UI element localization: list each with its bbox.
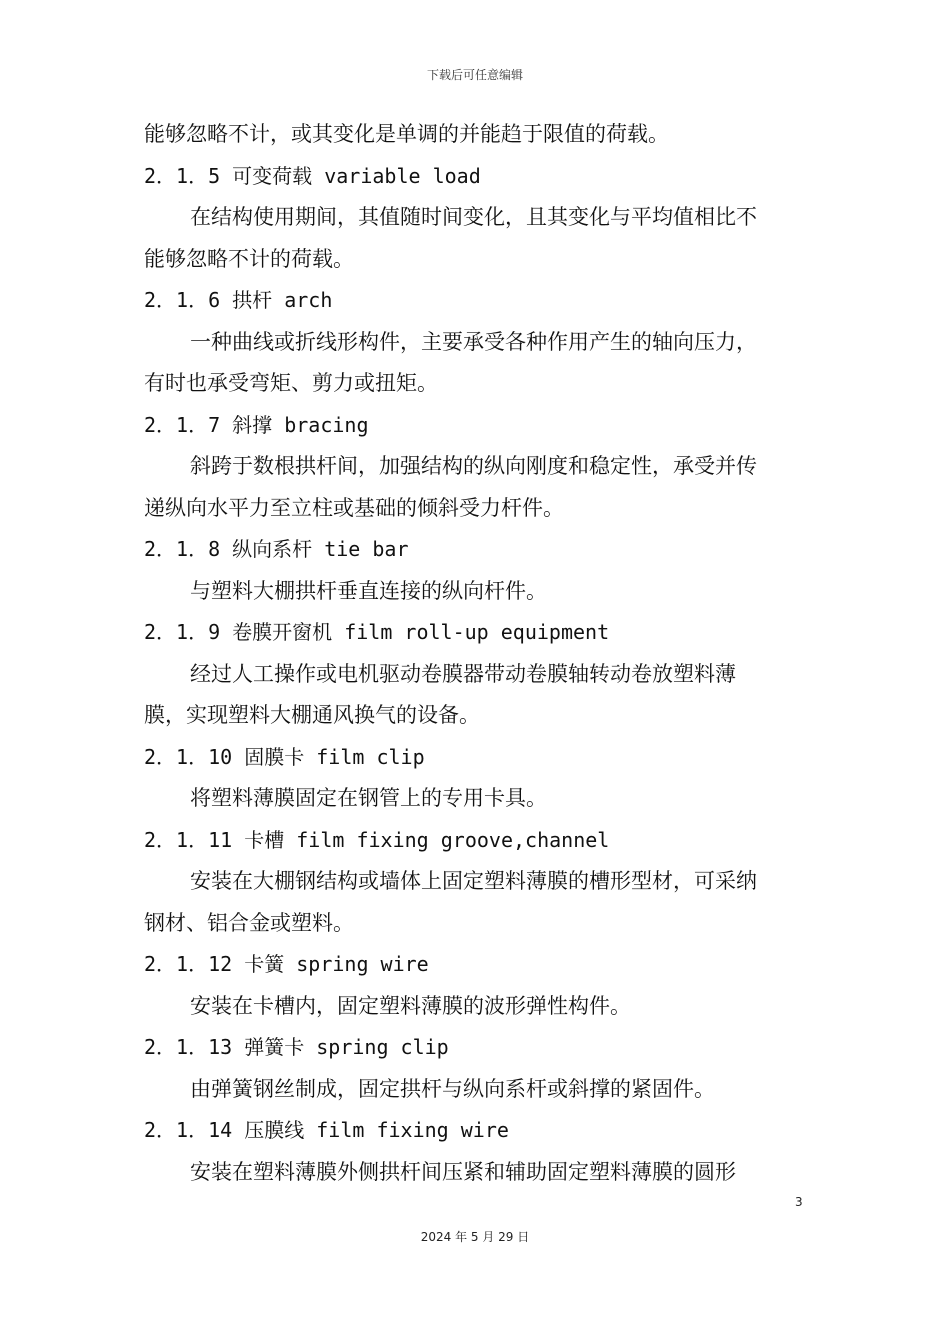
section-heading: 2．1．8 纵向系杆 tie bar — [144, 537, 409, 561]
paragraph-line: 安装在大棚钢结构或墙体上固定塑料薄膜的槽形型材，可采纳 — [190, 869, 757, 893]
paragraph-line: 安装在塑料薄膜外侧拱杆间压紧和辅助固定塑料薄膜的圆形 — [190, 1159, 736, 1184]
paragraph-line: 与塑料大棚拱杆垂直连接的纵向杆件。 — [190, 578, 547, 603]
section-heading: 2．1．9 卷膜开窗机 film roll-up equipment — [144, 620, 610, 644]
document-body — [144, 114, 814, 1193]
page-footer-date: 2024 年 5 月 29 日 — [420, 1230, 530, 1244]
paragraph-line: 有时也承受弯矩、剪力或扭矩。 — [144, 371, 438, 395]
paragraph-line: 安装在卡槽内，固定塑料薄膜的波形弹性构件。 — [190, 993, 631, 1018]
section-heading: 2．1．6 拱杆 arch — [144, 288, 333, 312]
paragraph-line: 钢材、铝合金或塑料。 — [144, 910, 354, 935]
paragraph-line: 能够忽略不计，或其变化是单调的并能趋于限值的荷载。 — [144, 122, 669, 146]
paragraph-line: 能够忽略不计的荷载。 — [144, 246, 354, 271]
section-heading: 2．1．11 卡槽 film fixing groove,channel — [144, 827, 610, 852]
page-number: 3 — [795, 1195, 803, 1209]
paragraph-line: 斜跨于数根拱杆间，加强结构的纵向刚度和稳定性，承受并传 — [190, 454, 757, 478]
section-heading: 2．1．14 压膜线 film fixing wire — [144, 1118, 509, 1142]
section-heading: 2．1．10 固膜卡 film clip — [144, 744, 425, 769]
paragraph-line: 由弹簧钢丝制成，固定拱杆与纵向系杆或斜撑的紧固件。 — [190, 1076, 715, 1101]
paragraph-line: 在结构使用期间，其值随时间变化，且其变化与平均值相比不 — [190, 205, 757, 229]
section-heading: 2．1．12 卡簧 spring wire — [144, 952, 429, 976]
paragraph-line: 经过人工操作或电机驱动卷膜器带动卷膜轴转动卷放塑料薄 — [190, 661, 736, 686]
section-heading: 2．1．13 弹簧卡 spring clip — [144, 1035, 449, 1059]
paragraph-line: 一种曲线或折线形构件，主要承受各种作用产生的轴向压力， — [190, 329, 757, 354]
section-heading: 2．1．7 斜撑 bracing — [144, 412, 369, 437]
section-heading: 2．1．5 可变荷载 variable load — [144, 163, 481, 188]
paragraph-line: 将塑料薄膜固定在钢管上的专用卡具。 — [190, 786, 547, 810]
paragraph-line: 递纵向水平力至立柱或基础的倾斜受力杆件。 — [144, 495, 564, 520]
page-header: 下载后可任意编辑 — [426, 68, 523, 82]
paragraph-line: 膜，实现塑料大棚通风换气的设备。 — [144, 703, 480, 727]
